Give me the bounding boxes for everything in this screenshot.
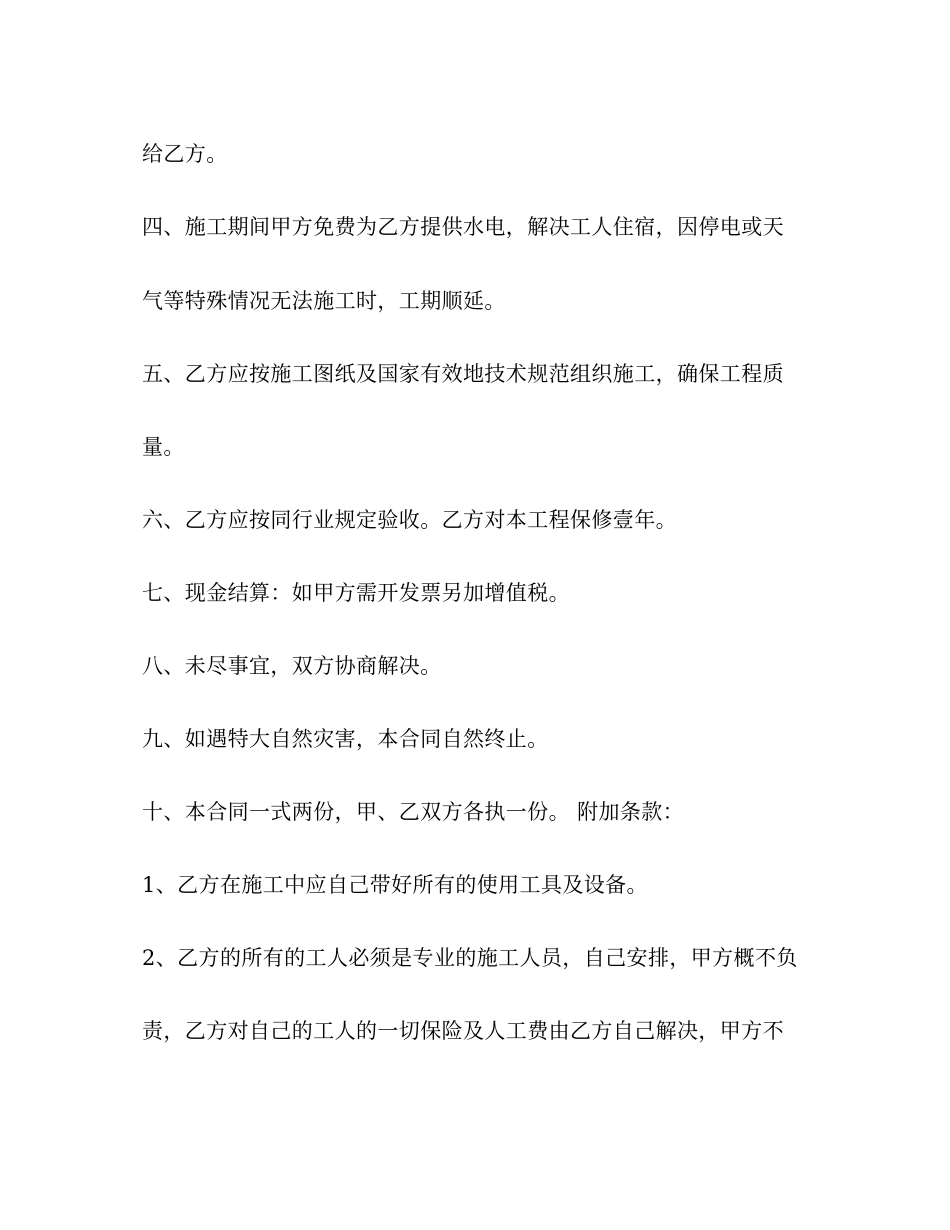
text-line: 五、乙方应按施工图纸及国家有效地技术规范组织施工，确保工程质: [142, 362, 784, 386]
text-line: 2、乙方的所有的工人必须是专业的施工人员，自己安排，甲方概不负: [142, 946, 798, 970]
text-line: 四、施工期间甲方免费为乙方提供水电，解决工人住宿，因停电或天: [142, 215, 784, 239]
text-line: 责，乙方对自己的工人的一切保险及人工费由乙方自己解决，甲方不: [142, 1019, 784, 1043]
text-line: 给乙方。: [142, 142, 228, 166]
text-line: 气等特殊情况无法施工时，工期顺延。: [142, 289, 506, 313]
text-line: 八、未尽事宜，双方协商解决。: [142, 654, 442, 678]
text-line: 六、乙方应按同行业规定验收。乙方对本工程保修壹年。: [142, 508, 677, 532]
text-line: 七、现金结算：如甲方需开发票另加增值税。: [142, 581, 570, 605]
text-line: 1、乙方在施工中应自己带好所有的使用工具及设备。: [142, 873, 648, 897]
text-line: 九、如遇特大自然灾害，本合同自然终止。: [142, 727, 549, 751]
text-line: 十、本合同一式两份，甲、乙双方各执一份。 附加条款：: [142, 800, 685, 824]
text-line: 量。: [142, 435, 185, 459]
